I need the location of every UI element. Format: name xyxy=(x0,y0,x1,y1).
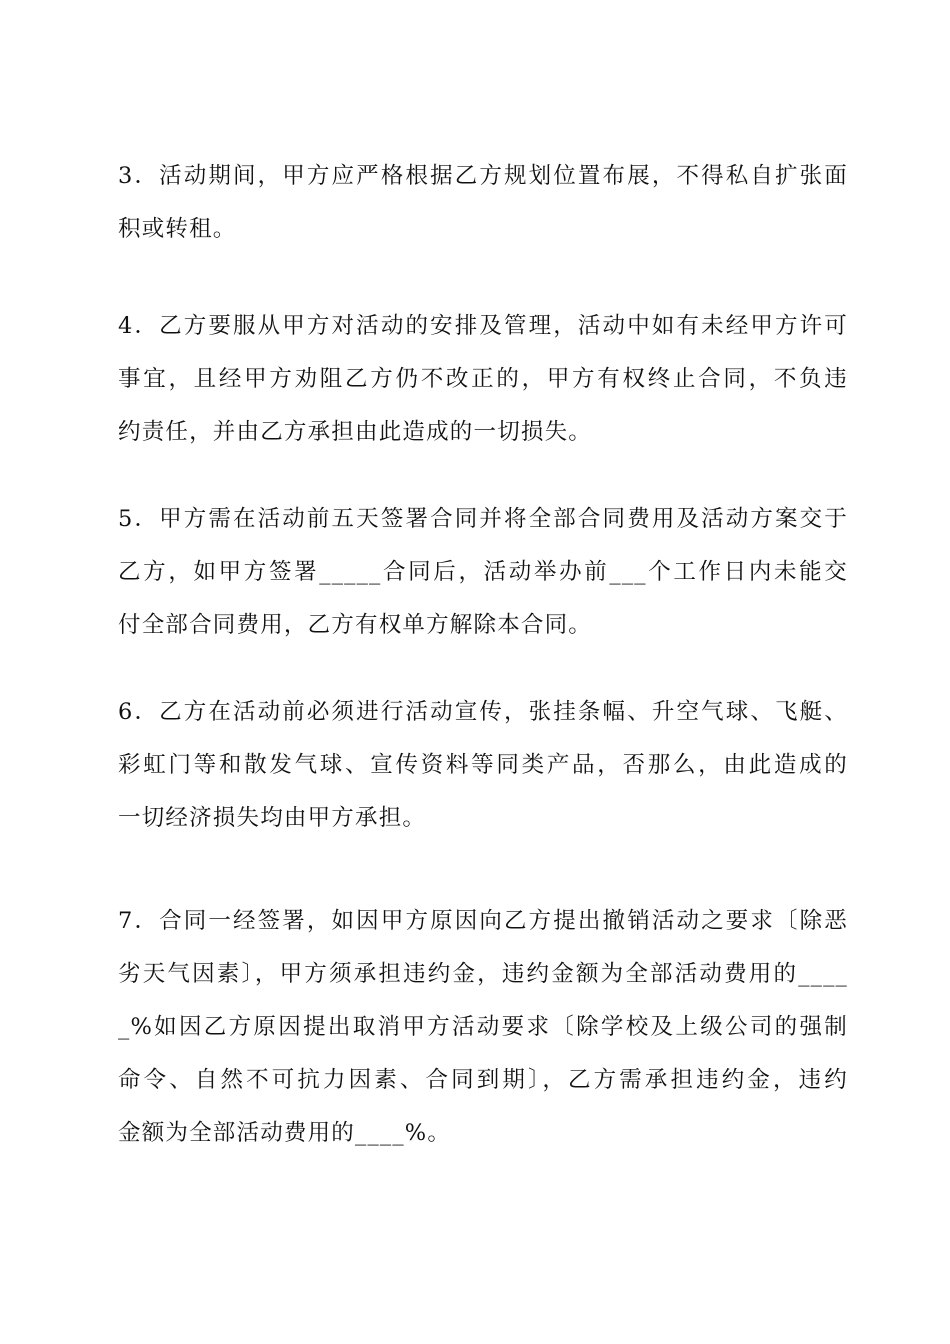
clause-6 xyxy=(118,692,848,839)
clause-3 xyxy=(118,156,848,250)
clause-line: 5．甲方需在活动前五天签署合同并将全部合同费用及活动方案交于 xyxy=(118,506,848,532)
clause-line: 一切经济损失均由甲方承担。 xyxy=(118,805,427,831)
clause-line: 约责任，并由乙方承担由此造成的一切损失。 xyxy=(118,419,593,445)
clause-line: 劣天气因素〕，甲方须承担违约金，违约金额为全部活动费用的____ xyxy=(118,961,848,987)
clause-line: 金额为全部活动费用的____%。 xyxy=(118,1120,452,1146)
clause-line: 乙方，如甲方签署_____合同后，活动举办前___个工作日内未能交 xyxy=(118,559,848,585)
clause-4 xyxy=(118,306,848,453)
clause-line: 命令、自然不可抗力因素、合同到期〕，乙方需承担违约金，违约 xyxy=(118,1067,848,1093)
clause-line: 4．乙方要服从甲方对活动的安排及管理，活动中如有未经甲方许可 xyxy=(118,313,848,339)
clause-5 xyxy=(118,499,848,646)
clause-line: 彩虹门等和散发气球、宣传资料等同类产品，否那么，由此造成的 xyxy=(118,752,848,778)
clause-line: _%如因乙方原因提出取消甲方活动要求〔除学校及上级公司的强制 xyxy=(118,1014,848,1040)
clause-line: 积或转租。 xyxy=(118,216,237,242)
clause-line: 6．乙方在活动前必须进行活动宣传，张挂条幅、升空气球、飞艇、 xyxy=(118,699,848,725)
clause-line: 付全部合同费用，乙方有权单方解除本合同。 xyxy=(118,612,593,638)
clause-line: 3．活动期间，甲方应严格根据乙方规划位置布展，不得私自扩张面 xyxy=(118,163,848,189)
clause-7 xyxy=(118,901,848,1154)
clause-line: 7．合同一经签署，如因甲方原因向乙方提出撤销活动之要求〔除恶 xyxy=(118,908,848,934)
clause-line: 事宜，且经甲方劝阻乙方仍不改正的，甲方有权终止合同，不负违 xyxy=(118,366,848,392)
